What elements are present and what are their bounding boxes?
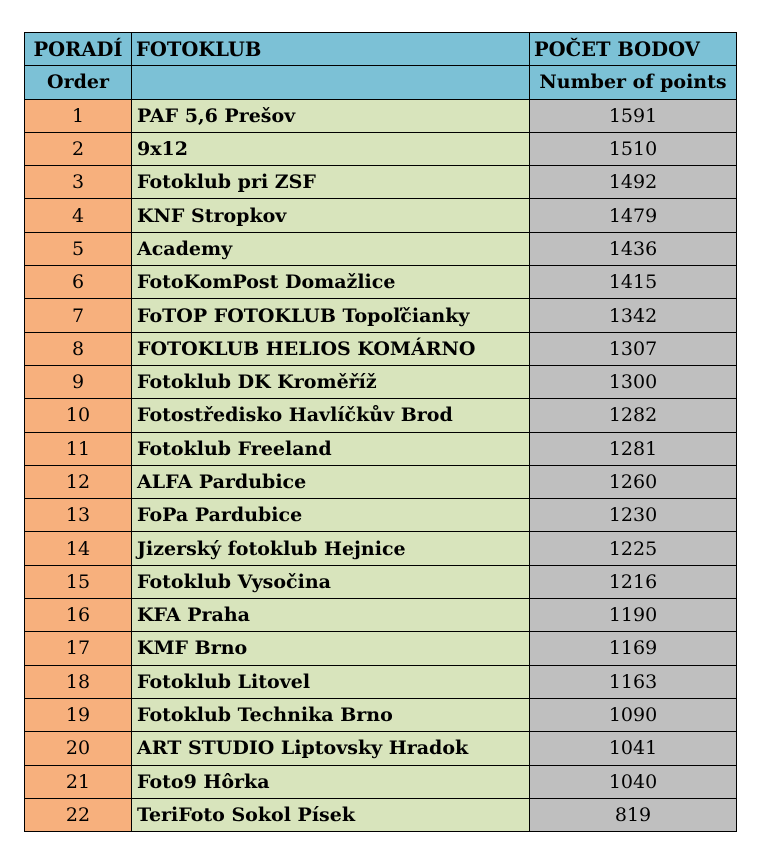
club-cell: Jizerský fotoklub Hejnice [132,532,530,565]
points-cell: 1230 [530,499,737,532]
club-cell: PAF 5,6 Prešov [132,99,530,132]
rank-cell: 2 [25,132,132,165]
table-row [25,232,737,265]
table-row [25,332,737,365]
rank-cell: 4 [25,199,132,232]
rank-cell: 5 [25,232,132,265]
table-row [25,765,737,798]
rank-cell: 15 [25,565,132,598]
rank-cell: 6 [25,266,132,299]
club-cell: Fotoklub pri ZSF [132,166,530,199]
points-header: POČET BODOV [530,33,737,66]
points-cell: 1190 [530,599,737,632]
table-row [25,732,737,765]
club-cell: Foto9 Hôrka [132,765,530,798]
points-cell: 1041 [530,732,737,765]
points-cell: 1300 [530,365,737,398]
table-row [25,266,737,299]
table-row [25,798,737,831]
club-cell: Fotoklub Freeland [132,432,530,465]
club-cell: KFA Praha [132,599,530,632]
table-row [25,698,737,731]
club-cell: KMF Brno [132,632,530,665]
table-row [25,465,737,498]
points-cell: 1260 [530,465,737,498]
club-cell: Fotoklub Litovel [132,665,530,698]
points-cell: 1492 [530,166,737,199]
points-cell: 1216 [530,565,737,598]
table-row [25,199,737,232]
table-row [25,99,737,132]
points-cell: 1282 [530,399,737,432]
table-row [25,665,737,698]
table-row [25,399,737,432]
club-cell: FOTOKLUB HELIOS KOMÁRNO [132,332,530,365]
points-cell: 1342 [530,299,737,332]
club-cell: Academy [132,232,530,265]
rank-cell: 22 [25,798,132,831]
table-row [25,599,737,632]
club-header: FOTOKLUB [132,33,530,66]
rank-cell: 12 [25,465,132,498]
table-row [25,565,737,598]
order-header: Order [25,66,132,99]
club-cell: TeriFoto Sokol Písek [132,798,530,831]
rank-cell: 16 [25,599,132,632]
table-row [25,299,737,332]
rank-cell: 1 [25,99,132,132]
points-cell: 1591 [530,99,737,132]
rank-cell: 9 [25,365,132,398]
club-cell: Fotoklub Technika Brno [132,698,530,731]
rank-cell: 8 [25,332,132,365]
points-cell: 1163 [530,665,737,698]
table-row [25,499,737,532]
club-cell: Fotoklub Vysočina [132,565,530,598]
club-cell: ALFA Pardubice [132,465,530,498]
rank-cell: 17 [25,632,132,665]
ranking-table [24,32,737,832]
header-row [25,33,737,66]
points-cell: 1479 [530,199,737,232]
club-cell: 9x12 [132,132,530,165]
points-cell: 1415 [530,266,737,299]
number-of-points-header: Number of points [530,66,737,99]
table-row [25,132,737,165]
club-cell: Fotostředisko Havlíčkův Brod [132,399,530,432]
table-row [25,365,737,398]
club-cell: ART STUDIO Liptovsky Hradok [132,732,530,765]
rank-cell: 10 [25,399,132,432]
rank-cell: 19 [25,698,132,731]
points-cell: 1225 [530,532,737,565]
points-cell: 1307 [530,332,737,365]
points-cell: 1040 [530,765,737,798]
rank-cell: 13 [25,499,132,532]
table-row [25,632,737,665]
table-row [25,532,737,565]
points-cell: 819 [530,798,737,831]
points-cell: 1281 [530,432,737,465]
rank-cell: 18 [25,665,132,698]
rank-cell: 14 [25,532,132,565]
points-cell: 1169 [530,632,737,665]
points-cell: 1436 [530,232,737,265]
rank-cell: 20 [25,732,132,765]
rank-cell: 7 [25,299,132,332]
club-cell: FoPa Pardubice [132,499,530,532]
points-cell: 1090 [530,698,737,731]
club-cell: FotoKomPost Domažlice [132,266,530,299]
club-subheader [132,66,530,99]
points-cell: 1510 [530,132,737,165]
subheader-row [25,66,737,99]
rank-header: PORADÍ [25,33,132,66]
rank-cell: 21 [25,765,132,798]
table-row [25,432,737,465]
club-cell: Fotoklub DK Kroměříž [132,365,530,398]
club-cell: KNF Stropkov [132,199,530,232]
table-row [25,166,737,199]
club-cell: FoTOP FOTOKLUB Topoľčianky [132,299,530,332]
rank-cell: 11 [25,432,132,465]
rank-cell: 3 [25,166,132,199]
